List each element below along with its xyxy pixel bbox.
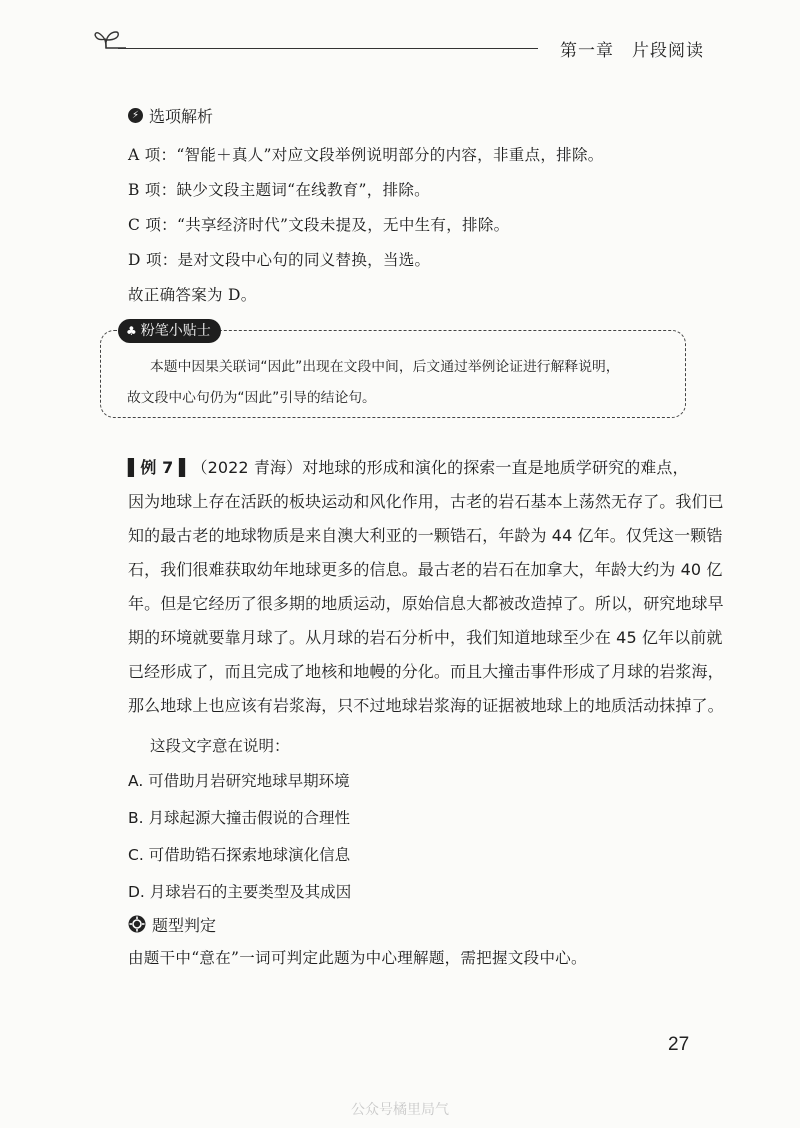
lightning-badge-icon: ⚡ (128, 108, 143, 123)
answer-line: 故正确答案为 D。 (128, 286, 257, 304)
option-b: B. 月球起源大撞击假说的合理性 (128, 809, 350, 827)
chapter-title: 第一章 片段阅读 (560, 41, 704, 61)
type-judgment-title: 题型判定 (152, 915, 217, 935)
option-d: D. 月球岩石的主要类型及其成因 (128, 883, 352, 901)
example-line-4: 石，我们很难获取幼年地球更多的信息。最古老的岩石在加拿大，年龄大约为 40 亿 (128, 560, 723, 579)
type-judgment-heading (128, 913, 216, 935)
example-line-6: 期的环境就要靠月球了。从月球的岩石分析中，我们知道地球至少在 45 亿年以前就 (128, 628, 723, 647)
analysis-line-c: C 项：“共享经济时代”文段未提及，无中生有，排除。 (128, 216, 510, 234)
tip-tab (118, 319, 221, 343)
option-a: A. 可借助月岩研究地球早期环境 (128, 772, 350, 790)
header-rule (118, 48, 538, 49)
example-line-7: 已经形成了，而且完成了地核和地幔的分化。而且大撞击事件形成了月球的岩浆海， (128, 662, 724, 681)
analysis-line-a: A 项：“智能＋真人”对应文段举例说明部分的内容，非重点，排除。 (128, 146, 604, 164)
watermark-text: 公众号橘里局气 (351, 1102, 449, 1118)
example-line-1 (128, 455, 688, 478)
example-line-8: 那么地球上也应该有岩浆海，只不过地球岩浆海的证据被地球上的地质活动抹掉了。 (128, 696, 724, 715)
sprout-icon: ♣ (126, 324, 137, 338)
options-analysis-heading (128, 104, 213, 126)
tip-line-2: 故文段中心句仍为“因此”引导的结论句。 (127, 390, 376, 406)
options-analysis-title: 选项解析 (149, 106, 214, 126)
example-line-5: 年。但是它经历了很多期的地质运动，原始信息大都被改造掉了。所以，研究地球早 (128, 594, 724, 613)
option-c: C. 可借助锆石探索地球演化信息 (128, 846, 351, 864)
example-label: ▌例 7 ▌ (128, 458, 192, 477)
tip-line-1: 本题中因果关联词“因此”出现在文段中间，后文通过举例论证进行解释说明， (150, 359, 620, 375)
question-stem: 这段文字意在说明： (150, 737, 290, 755)
example-line-2: 因为地球上存在活跃的板块运动和风化作用，古老的岩石基本上荡然无存了。我们已 (128, 492, 724, 511)
type-judgment-text: 由题干中“意在”一词可判定此题为中心理解题，需把握文段中心。 (128, 949, 587, 967)
analysis-line-b: B 项：缺少文段主题词“在线教育”，排除。 (128, 181, 430, 199)
example-line-3: 知的最古老的地球物质是来自澳大利亚的一颗锆石，年龄为 44 亿年。仅凭这一颗锆 (128, 526, 723, 545)
analysis-line-d: D 项：是对文段中心句的同义替换，当选。 (128, 251, 431, 269)
tip-title: 粉笔小贴士 (140, 323, 211, 339)
example-line-1-text: （2022 青海）对地球的形成和演化的探索一直是地质学研究的难点， (191, 458, 689, 477)
page-number: 27 (668, 1034, 690, 1055)
gear-icon (128, 915, 146, 933)
